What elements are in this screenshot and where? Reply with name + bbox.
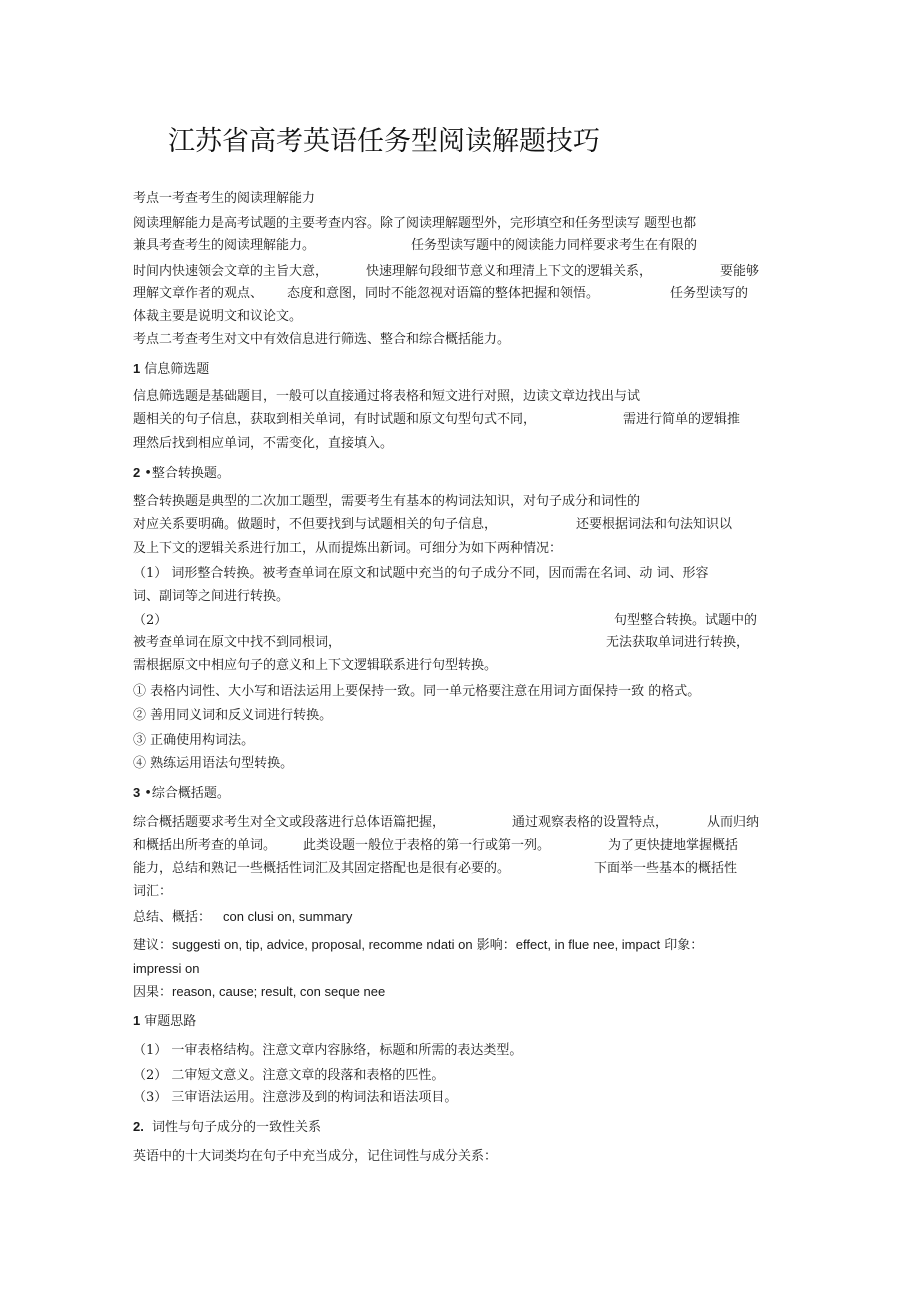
list-item: （1） 一审表格结构。注意文章内容脉络，标题和所需的表达类型。 bbox=[133, 1043, 523, 1058]
text-line: 下面举一些基本的概括性 bbox=[594, 861, 738, 876]
vocab-label: 影响： bbox=[476, 938, 516, 953]
text-line: 需进行简单的逻辑推 bbox=[623, 412, 741, 427]
vocab-words: con clusi on, summary bbox=[223, 909, 353, 924]
section-heading bbox=[133, 360, 209, 379]
vocab-label: 因果： bbox=[133, 985, 173, 1000]
text-line: 及上下文的逻辑关系进行加工，从而提炼出新词。可细分为如下两种情况： bbox=[133, 541, 563, 556]
text-line: 信息筛选题是基础题目，一般可以直接通过将表格和短文进行对照，边读文章边找出与试 bbox=[133, 389, 641, 404]
vocab-words: suggesti on, tip, advice, proposal, recomme ndati on bbox=[172, 937, 473, 952]
text-line: 需根据原文中相应句子的意义和上下文逻辑联系进行句型转换。 bbox=[133, 658, 498, 673]
text-line: 综合概括题要求考生对全文或段落进行总体语篇把握， bbox=[133, 815, 446, 830]
text-line: 考点一考查考生的阅读理解能力 bbox=[133, 191, 316, 206]
section-title: 审题思路 bbox=[144, 1014, 197, 1029]
text-line: （1） 词形整合转换。被考查单词在原文和试题中充当的句子成分不同，因而需在名词、动 词、形容 bbox=[133, 566, 709, 581]
vocab-label: 印象： bbox=[664, 938, 704, 953]
text-line: 整合转换题是典型的二次加工题型，需要考生有基本的构词法知识，对句子成分和词性的 bbox=[133, 494, 641, 509]
section-heading bbox=[133, 1118, 321, 1137]
vocab-label: 总结、概括： bbox=[133, 910, 212, 925]
text-line: 阅读理解能力是高考试题的主要考查内容。除了阅读理解题型外，完形填空和任务型读写 题型也都 bbox=[133, 216, 697, 231]
section-heading bbox=[133, 784, 230, 803]
list-item: ③ 正确使用构词法。 bbox=[133, 733, 255, 748]
text-line: 态度和意图，同时不能忽视对语篇的整体把握和领悟。 bbox=[287, 286, 600, 301]
text-line: 被考查单词在原文中找不到同根词， bbox=[133, 635, 342, 650]
text-line: 通过观察表格的设置特点， bbox=[512, 815, 669, 830]
section-title: 信息筛选题 bbox=[144, 362, 210, 377]
list-item: ① 表格内词性、大小写和语法运用上要保持一致。同一单元格要注意在用词方面保持一致 的格式。 bbox=[133, 684, 701, 699]
text-line: 要能够 bbox=[720, 264, 760, 279]
text-line: 时间内快速领会文章的主旨大意， bbox=[133, 264, 329, 279]
list-item: ④ 熟练运用语法句型转换。 bbox=[133, 756, 294, 771]
vocab-words: effect, in flue nee, impact bbox=[515, 937, 661, 952]
section-number: 2 bbox=[133, 465, 141, 480]
vocab-words: reason, cause; result, con seque nee bbox=[172, 984, 386, 999]
text-line: 英语中的十大词类均在句子中充当成分，记住词性与成分关系： bbox=[133, 1149, 498, 1164]
text-line: 快速理解句段细节意义和理清上下文的逻辑关系， bbox=[366, 264, 653, 279]
section-title: 词性与句子成分的一致性关系 bbox=[151, 1120, 321, 1135]
section-number: 1 bbox=[133, 361, 141, 376]
section-title: •整合转换题。 bbox=[144, 466, 230, 481]
text-line: 题相关的句子信息，获取到相关单词，有时试题和原文句型句式不同， bbox=[133, 412, 537, 427]
text-line: 和概括出所考查的单词。 bbox=[133, 838, 277, 853]
text-line: 句型整合转换。试题中的 bbox=[614, 613, 758, 628]
text-line: 能力，总结和熟记一些概括性词汇及其固定搭配也是很有必要的。 bbox=[133, 861, 511, 876]
text-line: 体裁主要是说明文和议论文。 bbox=[133, 309, 303, 324]
text-line: 理然后找到相应单词，不需变化，直接填入。 bbox=[133, 436, 394, 451]
text-line: 任务型读写的 bbox=[670, 286, 749, 301]
text-line: 词、副词等之间进行转换。 bbox=[133, 589, 290, 604]
text-line: 从而归纳 bbox=[707, 815, 760, 830]
page-title: 江苏省高考英语任务型阅读解题技巧 bbox=[168, 126, 600, 157]
text-line: 对应关系要明确。做题时，不但要找到与试题相关的句子信息， bbox=[133, 517, 498, 532]
text-line: 任务型读写题中的阅读能力同样要求考生在有限的 bbox=[411, 238, 698, 253]
vocab-line bbox=[133, 936, 703, 955]
text-line: 无法获取单词进行转换， bbox=[606, 635, 750, 650]
text-line: 理解文章作者的观点、 bbox=[133, 286, 264, 301]
section-title: •综合概括题。 bbox=[144, 786, 230, 801]
section-number: 1 bbox=[133, 1013, 141, 1028]
text-line: 还要根据词法和句法知识以 bbox=[576, 517, 733, 532]
list-item: （3） 三审语法运用。注意涉及到的构词法和语法项目。 bbox=[133, 1090, 458, 1105]
vocab-line bbox=[133, 983, 385, 1002]
vocab-line bbox=[133, 908, 352, 927]
section-number: 3 bbox=[133, 785, 141, 800]
text-line: 为了更快捷地掌握概括 bbox=[608, 838, 739, 853]
list-item: ② 善用同义词和反义词进行转换。 bbox=[133, 708, 333, 723]
section-number: 2. bbox=[133, 1119, 144, 1134]
list-item: （2） 二审短文意义。注意文章的段落和表格的匹性。 bbox=[133, 1068, 445, 1083]
section-heading bbox=[133, 1012, 196, 1031]
text-line: 词汇： bbox=[133, 884, 173, 899]
section-heading bbox=[133, 464, 230, 483]
vocab-words: impressi on bbox=[133, 961, 200, 976]
text-line: 兼具考查考生的阅读理解能力。 bbox=[133, 238, 316, 253]
text-line: 考点二考查考生对文中有效信息进行筛选、整合和综合概括能力。 bbox=[133, 332, 511, 347]
vocab-label: 建议： bbox=[133, 938, 173, 953]
text-line: （2） bbox=[133, 613, 168, 628]
text-line: 此类设题一般位于表格的第一行或第一列。 bbox=[303, 838, 551, 853]
